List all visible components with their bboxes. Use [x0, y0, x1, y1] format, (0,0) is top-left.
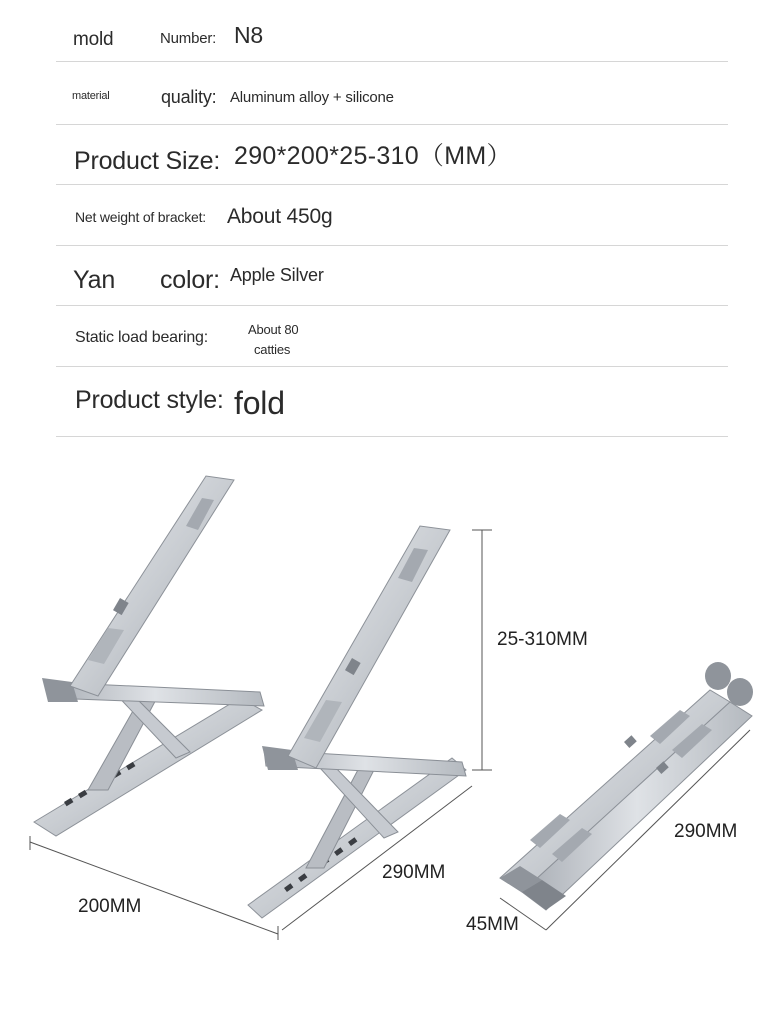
spec-label: Yan: [73, 266, 116, 294]
product-illustration: [0, 440, 783, 1024]
spec-row-color: [56, 246, 728, 306]
spec-row-weight: [56, 185, 728, 246]
width-open-dimension-label: 200MM: [78, 896, 142, 917]
spec-label: quality:: [161, 87, 217, 107]
height-dimension-label: 25-310MM: [497, 629, 588, 650]
open-stand: [34, 476, 466, 918]
spec-row-size: [56, 125, 728, 185]
spec-label: material: [72, 90, 110, 102]
spec-row-material: [56, 62, 728, 125]
spec-label: Static load bearing:: [75, 329, 208, 346]
spec-value: Aluminum alloy + silicone: [230, 89, 394, 106]
spec-label: Product Size:: [74, 147, 221, 175]
spec-row-style: [56, 367, 728, 437]
spec-label: Number:: [160, 30, 217, 47]
folded-stand: [500, 662, 753, 910]
spec-row-load: [56, 306, 728, 367]
spec-label: mold: [73, 29, 114, 50]
spec-value: Apple Silver: [230, 265, 324, 285]
spec-table: [56, 0, 728, 437]
laptop-stand-diagram: [0, 440, 783, 1024]
thickness-folded-dimension-label: 45MM: [466, 914, 519, 935]
spec-value: N8: [234, 22, 264, 48]
spec-value: 290*200*25-310（MM）: [234, 142, 512, 170]
spec-value: About 80: [248, 322, 299, 337]
spec-label: Net weight of bracket:: [75, 209, 206, 225]
length-folded-dimension-label: 290MM: [674, 821, 738, 842]
spec-value: fold: [234, 385, 285, 421]
spec-row-model: [56, 0, 728, 62]
spec-value: catties: [254, 342, 291, 357]
length-open-dimension-label: 290MM: [382, 862, 446, 883]
spec-value: About 450g: [227, 205, 333, 228]
spec-label: color:: [160, 266, 220, 294]
spec-label: Product style:: [75, 386, 224, 414]
